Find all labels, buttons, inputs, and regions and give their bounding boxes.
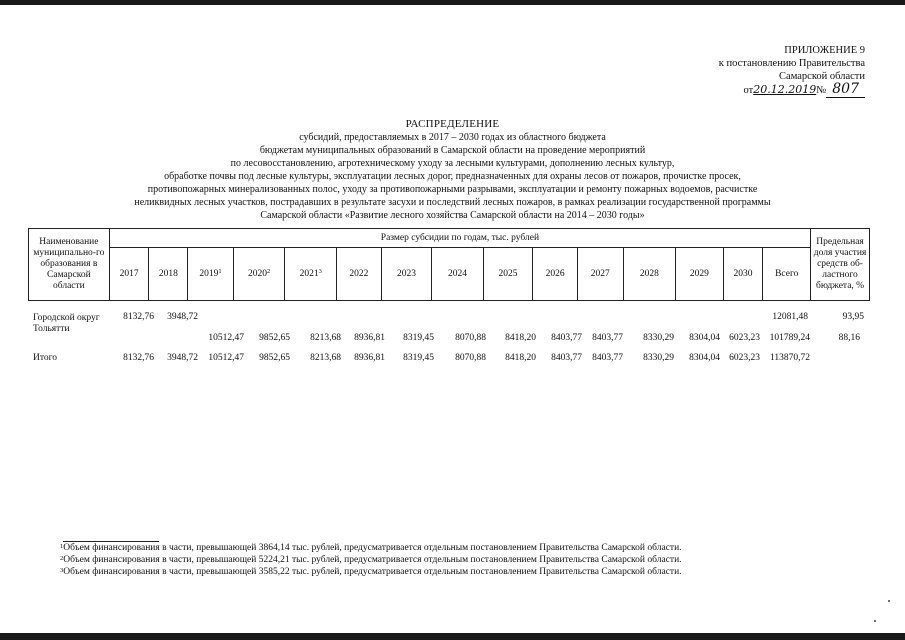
title-heading: РАСПРЕДЕЛЕНИЕ	[405, 118, 500, 130]
table-cell: 8213,68	[310, 333, 341, 343]
title-line: Самарской области «Развитие лесного хозяйства Самарской области на 2014 – 2030 годы»	[260, 210, 645, 221]
scan-speck	[888, 600, 890, 602]
table-cell: 8418,20	[505, 353, 536, 363]
footnote: $^1$Объем финансирования в части, превышающей 3864,14 тыс. рублей, предусматривается отдельным постановлением Правительства Самарской области.	[60, 543, 682, 553]
year-header: 2019$^1$	[188, 248, 234, 301]
total-row-label: Итого	[33, 353, 58, 363]
year-header: 2021$^3$	[285, 248, 337, 301]
table-cell: 8132,76	[123, 312, 154, 322]
table-cell: 8418,20	[505, 333, 536, 343]
year-header: 2018	[149, 248, 188, 301]
footnotes	[60, 542, 682, 578]
year-header: 2025	[483, 248, 533, 301]
handwritten-date: 20.12.2019	[753, 83, 817, 96]
scan-bottom-edge	[0, 633, 905, 640]
table-cell: 9852,65	[259, 353, 290, 363]
year-header: 2024	[432, 248, 484, 301]
year-header: 2029	[676, 248, 724, 301]
table-cell-share: 88,16	[838, 333, 860, 343]
table-cell: 8936,81	[354, 353, 385, 363]
decree-date-row: от20.12.2019№ 807	[675, 83, 865, 97]
table-cell: 10512,47	[208, 333, 244, 343]
table-cell: 6023,23	[729, 333, 760, 343]
column-header-budget-share: Предельная доля участия средств об-ластного бюджета, %	[811, 229, 870, 301]
scan-speck	[874, 620, 876, 622]
table-cell: 9852,65	[259, 333, 290, 343]
scan-top-edge	[0, 0, 905, 5]
table-cell: 8403,77	[551, 353, 582, 363]
table-cell: 8070,88	[455, 333, 486, 343]
year-header: 2028	[623, 248, 676, 301]
year-header: 2017	[109, 248, 149, 301]
footnote: $^3$Объем финансирования в части, превышающей 3585,22 тыс. рублей, предусматривается отдельным постановлением Правительства Самарской области.	[60, 567, 682, 577]
table-cell-share: 93,95	[842, 312, 864, 322]
appendix-region: Самарской области	[779, 71, 865, 82]
table-cell: 8330,29	[643, 353, 674, 363]
appendix-header	[675, 44, 865, 97]
title-line: субсидий, предоставляемых в 2017 – 2030 годах из областного бюджета	[299, 132, 606, 143]
year-header: 2030	[723, 248, 763, 301]
document-title	[60, 118, 845, 222]
table-cell: 8304,04	[689, 353, 720, 363]
year-header-total: Всего	[763, 248, 811, 301]
appendix-decree-ref: к постановлению Правительства	[718, 58, 865, 69]
table-cell: 6023,23	[729, 353, 760, 363]
table-cell: 10512,47	[208, 353, 244, 363]
table-cell: 8304,04	[689, 333, 720, 343]
year-header: 2022	[337, 248, 382, 301]
handwritten-number: 807	[826, 81, 865, 98]
appendix-number: ПРИЛОЖЕНИЕ 9	[784, 45, 865, 56]
year-header: 2026	[533, 248, 578, 301]
table-cell: 8403,77	[592, 333, 623, 343]
table-cell: 3948,72	[167, 312, 198, 322]
table-cell: 8319,45	[403, 333, 434, 343]
table-cell: 8403,77	[551, 333, 582, 343]
title-line: по лесовосстановлению, агротехническому уходу за лесными культурами, дополнению лесных культур,	[230, 158, 675, 169]
table-cell: 8213,68	[310, 353, 341, 363]
column-header-subsidy-amount: Размер субсидии по годам, тыс. рублей	[109, 229, 810, 248]
table-cell: 3948,72	[167, 353, 198, 363]
table-cell: 113870,72	[769, 353, 810, 363]
title-line: противопожарных минерализованных полос, уходу за противопожарными разрывами, эксплуатации и ремонту пожарных водоемов, расчистке	[147, 184, 758, 195]
footnote: $^2$Объем финансирования в части, превышающей 5224,21 тыс. рублей, предусматривается отдельным постановлением Правительства Самарской области.	[60, 555, 682, 565]
title-line: бюджетам муниципальных образований в Самарской области на проведение мероприятий	[259, 145, 646, 156]
table-cell: 101789,24	[769, 333, 810, 343]
table-cell: 8070,88	[455, 353, 486, 363]
table-cell: 8132,76	[123, 353, 154, 363]
title-line: неликвидных лесных участков, пострадавших в результате засухи и последствий лесных пожаров, в рамках реализации государственной программы	[134, 197, 771, 208]
subsidy-table-header	[28, 228, 870, 301]
column-header-municipality: Наименование муниципально-го образования в Самарской области	[29, 229, 110, 301]
year-header: 2023	[381, 248, 432, 301]
table-cell: 8319,45	[403, 353, 434, 363]
year-header: 2027	[577, 248, 623, 301]
year-header: 2020$^2$	[233, 248, 285, 301]
table-cell: 12081,48	[772, 312, 808, 322]
municipality-name: Городской округ Тольятти	[33, 313, 100, 334]
table-cell: 8330,29	[643, 333, 674, 343]
table-cell: 8936,81	[354, 333, 385, 343]
table-cell: 8403,77	[592, 353, 623, 363]
title-line: обработке почвы под лесные культуры, эксплуатации лесных дорог, предназначенных для охраны лесов от пожаров, прочистке просек,	[164, 171, 741, 182]
